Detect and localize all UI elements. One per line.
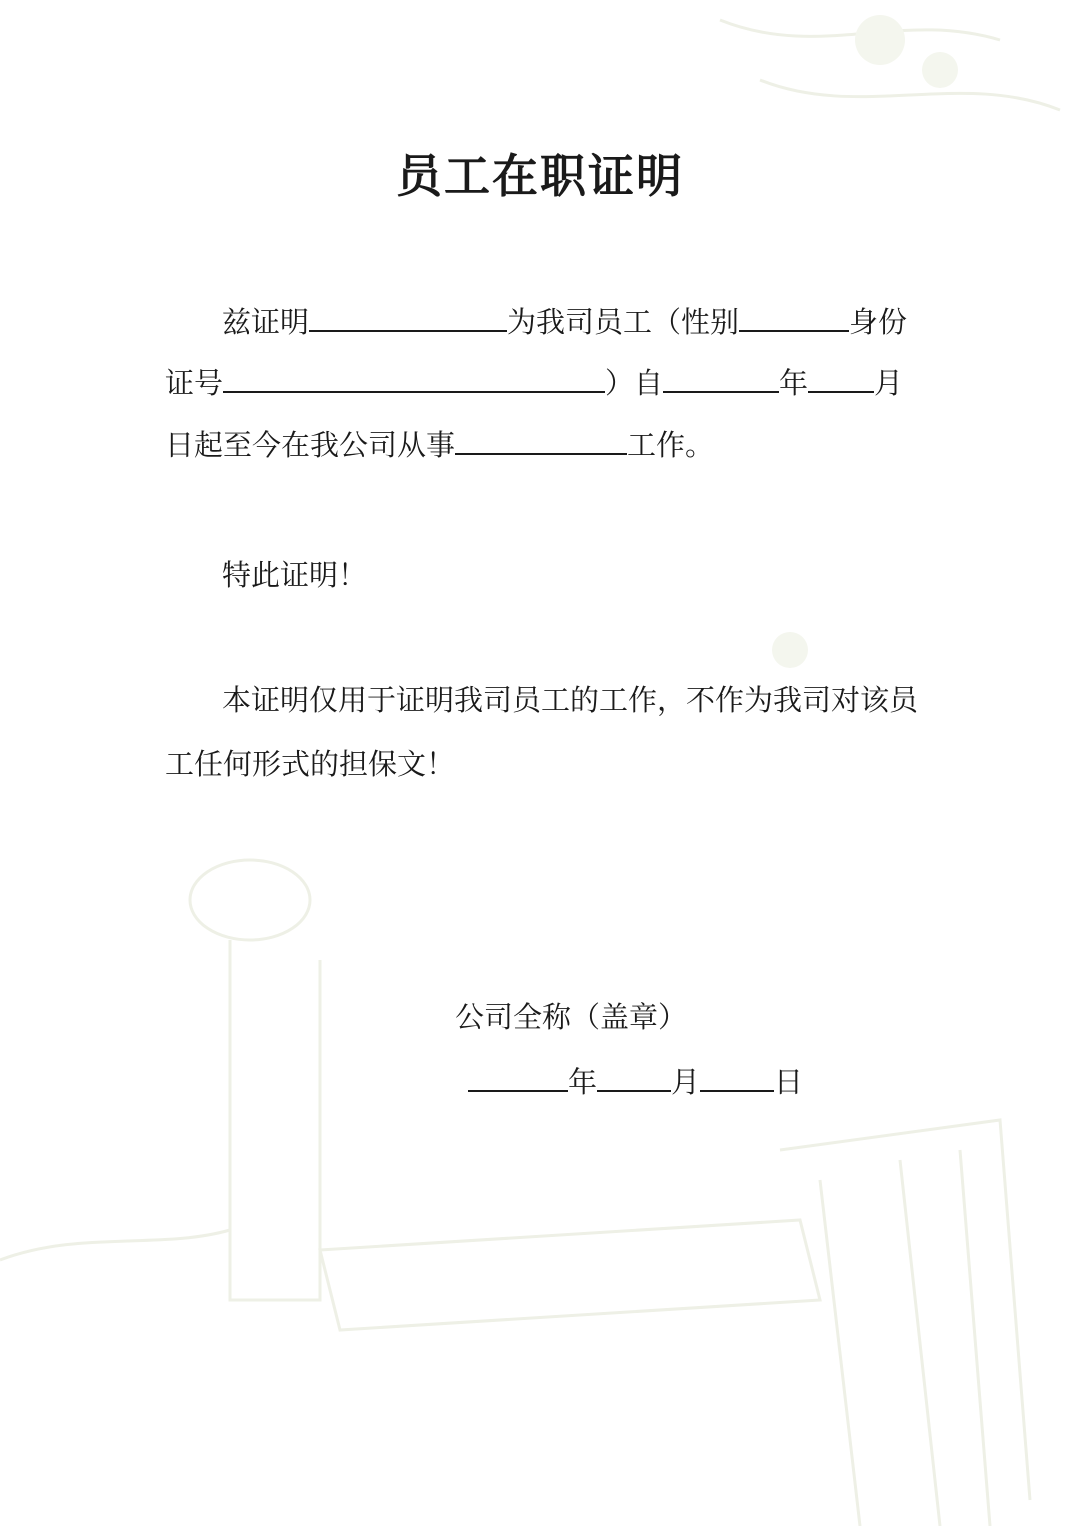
month-label: 月 xyxy=(671,1065,701,1099)
text-segment: 证号 xyxy=(165,366,224,400)
start-month-blank xyxy=(808,363,874,393)
text-segment: 为我司员工（性别 xyxy=(507,305,740,339)
position-blank xyxy=(455,425,627,455)
paragraph3-line1: 本证明仅用于证明我司员工的工作，不作为我司对该员 xyxy=(222,683,919,717)
sign-month-blank xyxy=(597,1062,671,1092)
paragraph2: 特此证明！ xyxy=(222,558,368,592)
sign-day-blank xyxy=(700,1062,774,1092)
text-segment: 兹证明 xyxy=(222,305,310,339)
paragraph1-line3 xyxy=(165,425,714,465)
paragraph3-line2: 工任何形式的担保文！ xyxy=(165,747,456,781)
signature-date-line xyxy=(468,1062,803,1102)
gender-blank xyxy=(739,302,849,332)
text-segment: ）自 xyxy=(605,366,664,400)
paragraph1-line2 xyxy=(165,363,903,403)
id-number-blank xyxy=(223,363,605,393)
text-segment: 工作。 xyxy=(627,428,715,462)
text-segment: 身份 xyxy=(849,305,908,339)
text-segment: 月 xyxy=(874,366,904,400)
day-label: 日 xyxy=(774,1065,804,1099)
paragraph1-line1 xyxy=(222,302,907,342)
sign-year-blank xyxy=(468,1062,568,1092)
name-blank xyxy=(309,302,507,332)
start-year-blank xyxy=(663,363,779,393)
document-title: 员工在职证明 xyxy=(396,149,684,203)
text-segment: 日起至今在我公司从事 xyxy=(165,428,456,462)
year-label: 年 xyxy=(568,1065,598,1099)
company-seal-label: 公司全称（盖章） xyxy=(455,1000,688,1034)
text-segment: 年 xyxy=(779,366,809,400)
